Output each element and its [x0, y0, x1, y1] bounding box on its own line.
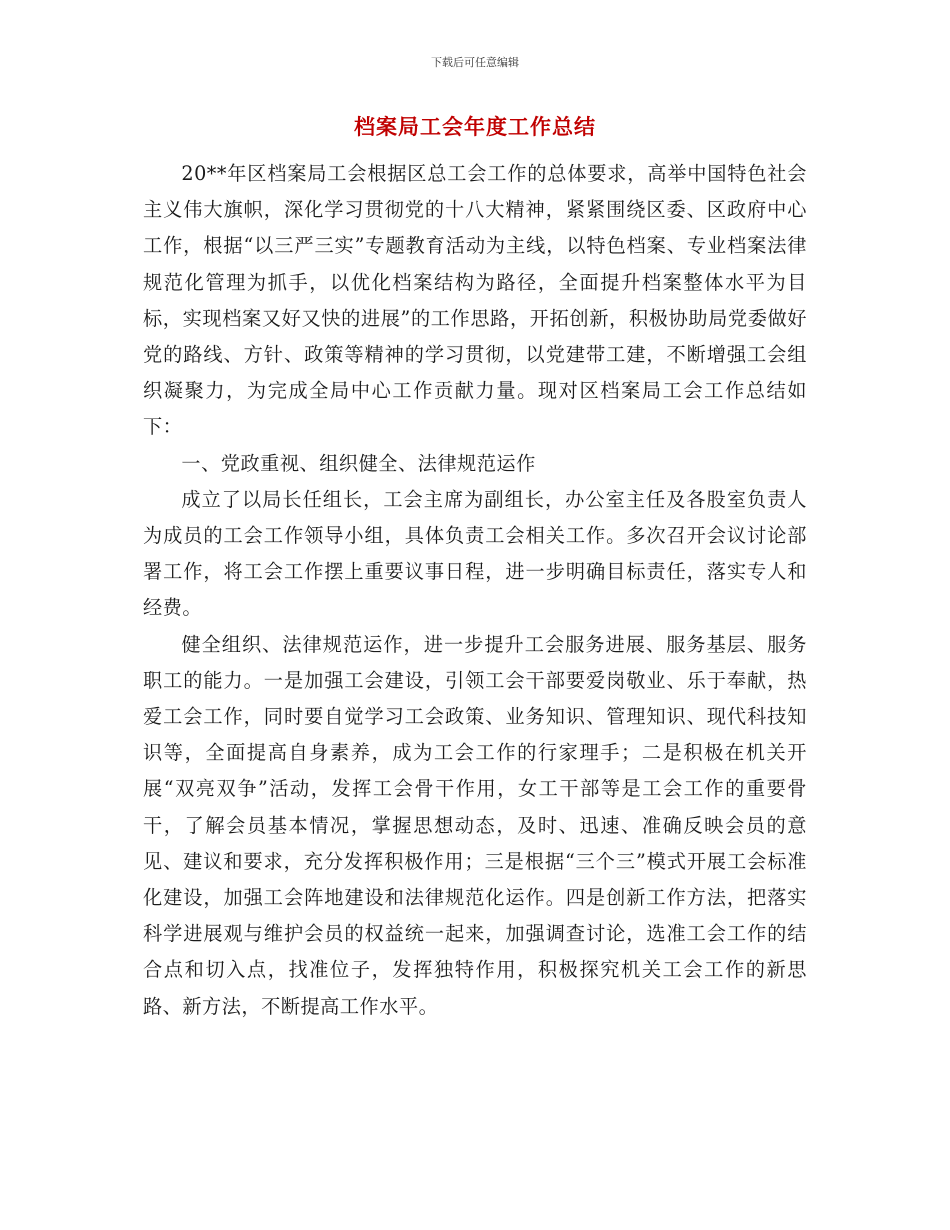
header-note: 下载后可任意编辑: [431, 56, 519, 69]
document-title: 档案局工会年度工作总结: [354, 115, 596, 139]
paragraph-intro: 20**年区档案局工会根据区总工会工作的总体要求，高举中国特色社会主义伟大旗帜，深化学习贯彻党的十八大精神，紧紧围绕区委、区政府中心工作，根据“以三严三实”专题教育活动为主线，以特色档案、专业档案法律规范化管理为抓手，以优化档案结构为路径，全面提升档案整体水平为目标，实现档案又好又快的进展”的工作思路，开拓创新，积极协助局党委做好党的路线、方针、政策等精神的学习贯彻，以党建带工建，不断增强工会组织凝聚力，为完成全局中心工作贡献力量。现对区档案局工会工作总结如下：: [143, 162, 807, 439]
section-heading-1: 一、党政重视、组织健全、法律规范运作: [181, 451, 536, 475]
document-body: [143, 156, 807, 1025]
paragraph-leadership: 成立了以局长任组长，工会主席为副组长，办公室主任及各股室负责人为成员的工会工作领导小组，具体负责工会相关工作。多次召开会议讨论部署工作，将工会工作摆上重要议事日程，进一步明确目标责任，落实专人和经费。: [143, 487, 807, 620]
paragraph-organization: 健全组织、法律规范运作，进一步提升工会服务进展、服务基层、服务职工的能力。一是加强工会建设，引领工会干部要爱岗敬业、乐于奉献，热爱工会工作，同时要自觉学习工会政策、业务知识、管理知识、现代科技知识等，全面提高自身素养，成为工会工作的行家理手；二是积极在机关开展“双亮双争”活动，发挥工会骨干作用，女工干部等是工会工作的重要骨干，了解会员基本情况，掌握思想动态，及时、迅速、准确反映会员的意见、建议和要求，充分发挥积极作用；三是根据“三个三”模式开展工会标准化建设，加强工会阵地建设和法律规范化运作。四是创新工作方法，把落实科学进展观与维护会员的权益统一起来，加强调查讨论，选准工会工作的结合点和切入点，找准位子，发挥独特作用，积极探究机关工会工作的新思路、新方法，不断提高工作水平。: [143, 632, 807, 1018]
